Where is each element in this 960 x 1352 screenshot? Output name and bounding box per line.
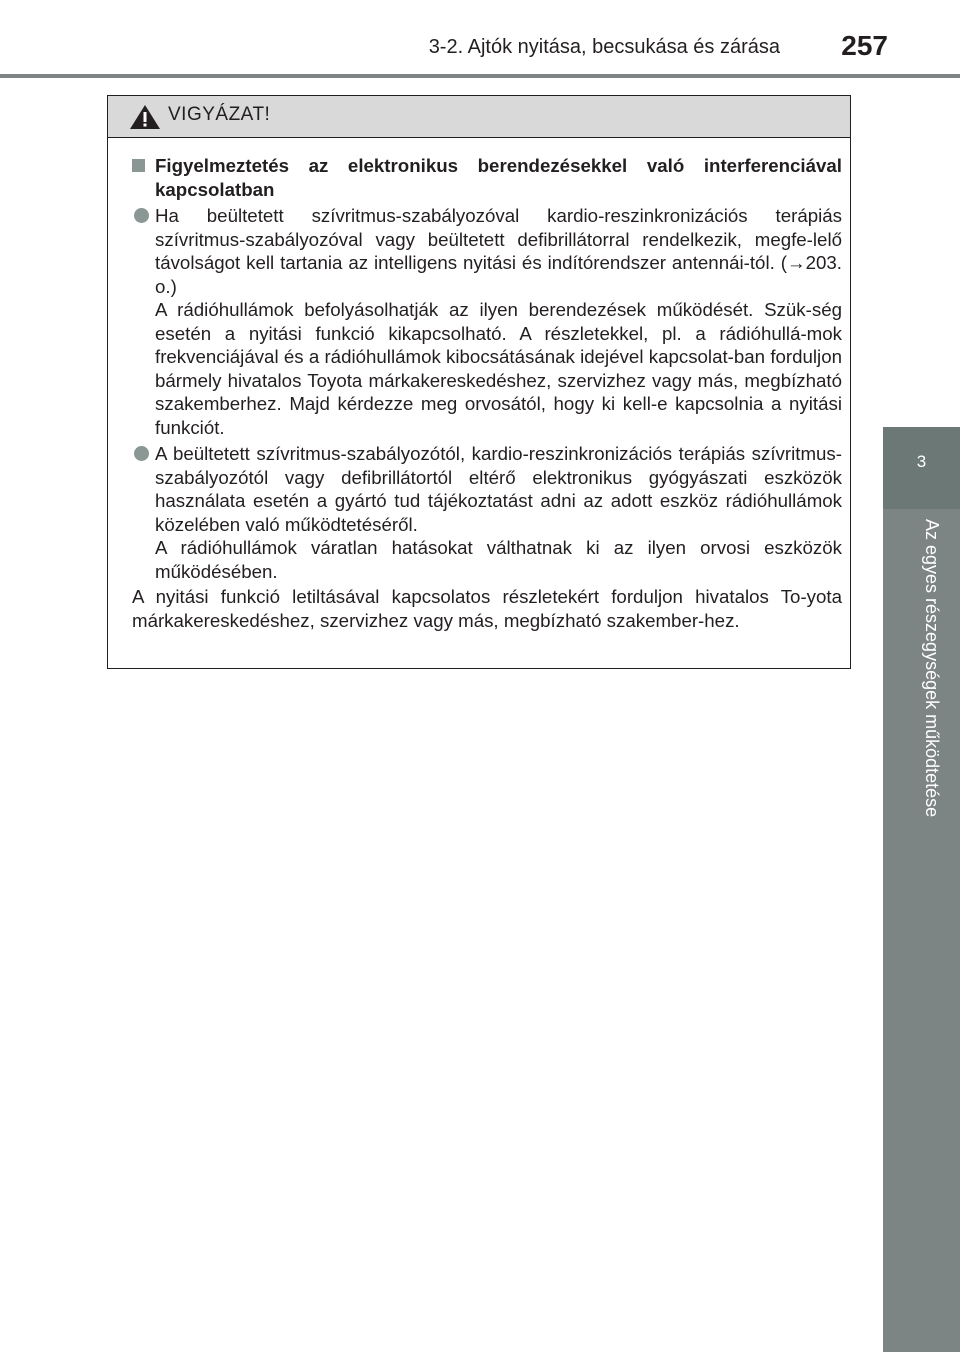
warning-section [132,154,842,201]
paragraph: A beültetett szívritmus-szabályozótól, kardio-reszinkronizációs terápiás szívritmus-szabályozótól vagy defibrillátortól eltérő elektronikus gyógyászati eszközök használata esetén a gyártó tud tájékoztatást adni az adott eszköz rádióhullámok közelében való működtetéséről. [155,443,842,535]
warning-box [107,95,851,669]
square-bullet-icon [132,159,145,172]
paragraph: A rádióhullámok befolyásolhatják az ilyen berendezések működését. Szük-ség esetén a nyitási funkció kikapcsolható. A részletekkel, pl. a rádióhullá-mok frekvenciájával és a rádióhullámok kibocsátásának idejével kapcsolat-ban forduljon bármely hivatalos Toyota márkakereskedéshez, szervizhez vagy más, megbízható szakemberhez. Majd kérdezze meg orvosától, hogy ki kell-e kapcsolnia a nyitási funkciót. [155,299,842,438]
list-item [132,204,842,439]
round-bullet-icon [134,208,149,223]
chapter-tab-number: 3 [916,452,927,471]
round-bullet-icon [134,446,149,461]
closing-note: A nyitási funkció letiltásával kapcsolatos részletekért forduljon hivatalos To-yota márkakereskedéshez, szervizhez vagy más, megbízható szakember-hez. [132,586,842,631]
warning-body [132,154,842,632]
warning-triangle-icon [130,105,160,134]
header-rule [0,74,960,78]
chapter-tab-label: Az egyes részegységek működtetése [922,519,942,818]
page-number: 257 [841,30,888,61]
section-title: Figyelmeztetés az elektronikus berendezésekkel való interferenciával kapcsolatban [155,155,842,200]
paragraph: Ha beültetett szívritmus-szabályozóval kardio-reszinkronizációs terápiás szívritmus-szabályozóval vagy beültetett defibrillátorral rendelkezik, megfe-lelő távolságot kell tartania az intelligens nyitási és indítórendszer antennái-tól. (→203. o.) [155,205,842,297]
list-item [132,442,842,583]
warning-title: VIGYÁZAT! [168,104,271,125]
chapter-title: 3-2. Ajtók nyitása, becsukása és zárása [428,36,780,58]
paragraph: A rádióhullámok váratlan hatásokat válthatnak ki az ilyen orvosi eszközök működésében. [155,537,842,582]
warning-header [108,96,850,138]
